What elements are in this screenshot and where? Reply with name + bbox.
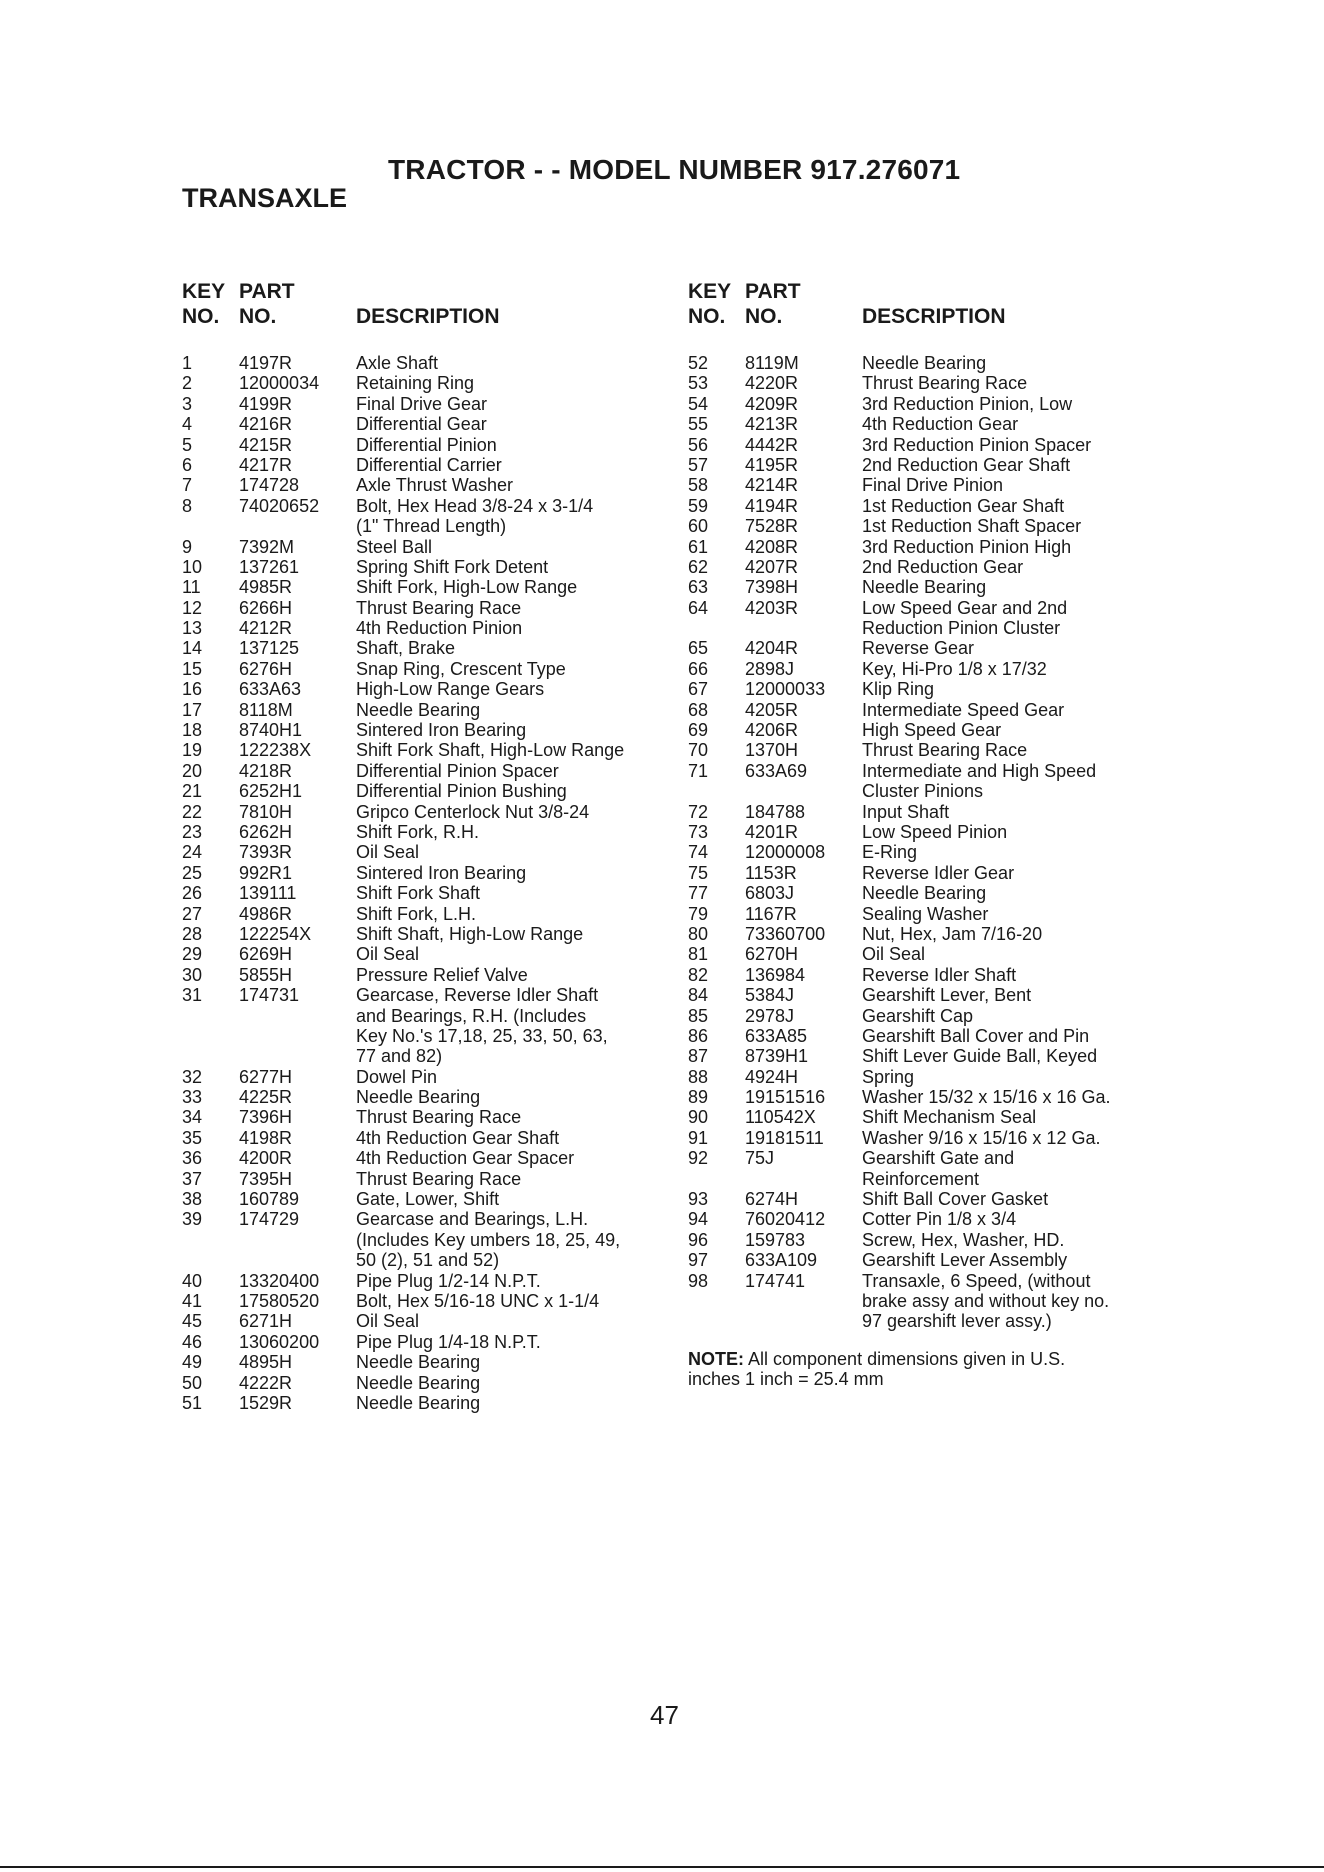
key-no: 18 (182, 720, 203, 741)
part-no: 6262H (239, 821, 293, 842)
part-description: Shift Fork Shaft, High-Low Range (356, 740, 625, 761)
part-description: Thrust Bearing Race (356, 1168, 522, 1189)
part-description: High Speed Gear (862, 720, 1002, 741)
part-description: Gearshift Ball Cover and Pin (862, 1025, 1090, 1046)
key-no: 3 (182, 393, 193, 414)
part-no: 12000034 (239, 373, 320, 394)
page-number: 47 (650, 1700, 679, 1730)
key-no: 80 (688, 923, 709, 944)
part-no: 992R1 (239, 862, 293, 883)
key-no: 63 (688, 577, 709, 598)
part-description: Thrust Bearing Race (862, 373, 1028, 394)
part-no: 7393R (239, 842, 293, 863)
key-no: 51 (182, 1392, 203, 1413)
key-no: 90 (688, 1107, 709, 1128)
key-no: 66 (688, 658, 709, 679)
part-no: 6252H1 (239, 781, 303, 802)
part-no: 4222R (239, 1372, 293, 1393)
part-description: Spring Shift Fork Detent (356, 556, 549, 577)
part-no: 4985R (239, 577, 293, 598)
key-no: 26 (182, 883, 203, 904)
part-description: Sintered Iron Bearing (356, 720, 527, 741)
part-no: 19151516 (745, 1087, 826, 1108)
key-header-line1: KEY (688, 280, 732, 303)
bottom-rule (0, 1866, 1324, 1868)
part-no: 160789 (239, 1189, 300, 1210)
part-no: 4199R (239, 393, 293, 414)
part-description: Oil Seal (356, 1311, 420, 1332)
part-description: Cluster Pinions (862, 781, 984, 802)
key-no: 62 (688, 556, 709, 577)
part-description: Key, Hi-Pro 1/8 x 17/32 (862, 658, 1047, 679)
part-no: 74020652 (239, 495, 320, 516)
part-description: and Bearings, R.H. (Includes (356, 1005, 587, 1026)
part-description: 2nd Reduction Gear (862, 556, 1024, 577)
key-no: 24 (182, 842, 203, 863)
key-no: 73 (688, 821, 709, 842)
part-no: 633A85 (745, 1025, 808, 1046)
page-title: TRACTOR - - MODEL NUMBER 917.276071 (388, 154, 961, 185)
key-no: 27 (182, 903, 203, 924)
part-no: 7396H (239, 1107, 293, 1128)
part-description: Reinforcement (862, 1168, 980, 1189)
part-no: 4206R (745, 720, 799, 741)
key-no: 16 (182, 679, 203, 700)
description-header: DESCRIPTION (356, 305, 500, 328)
part-description: Klip Ring (862, 679, 935, 700)
key-no: 74 (688, 842, 709, 863)
part-no: 4203R (745, 597, 799, 618)
part-description: Pipe Plug 1/4-18 N.P.T. (356, 1331, 541, 1352)
key-no: 38 (182, 1189, 203, 1210)
part-description: Differential Gear (356, 414, 487, 435)
key-no: 39 (182, 1209, 203, 1230)
key-no: 85 (688, 1005, 709, 1026)
key-header-line2: NO. (688, 305, 726, 328)
key-no: 34 (182, 1107, 203, 1128)
key-no: 2 (182, 373, 193, 394)
part-no: 174729 (239, 1209, 300, 1230)
part-description: Reduction Pinion Cluster (862, 618, 1061, 639)
part-no: 2978J (745, 1005, 795, 1026)
part-description: Needle Bearing (862, 353, 987, 373)
key-no: 91 (688, 1127, 709, 1148)
key-no: 20 (182, 760, 203, 781)
part-no: 4218R (239, 760, 293, 781)
key-no: 15 (182, 658, 203, 679)
part-no: 6271H (239, 1311, 293, 1332)
part-description: Gearcase and Bearings, L.H. (356, 1209, 589, 1230)
key-no: 22 (182, 801, 203, 822)
key-no: 21 (182, 781, 203, 802)
part-description: 4th Reduction Gear (862, 414, 1019, 435)
part-description: (Includes Key umbers 18, 25, 49, (356, 1229, 621, 1250)
part-description: 1st Reduction Gear Shaft (862, 495, 1065, 516)
part-no: 174728 (239, 475, 300, 496)
key-no: 8 (182, 495, 193, 516)
part-no: 4194R (745, 495, 799, 516)
key-no: 54 (688, 393, 709, 414)
key-no: 61 (688, 536, 709, 557)
part-description: Reverse Idler Gear (862, 862, 1015, 883)
description-header: DESCRIPTION (862, 305, 1006, 328)
key-no: 1 (182, 353, 193, 373)
part-no: 1529R (239, 1392, 293, 1413)
key-no: 67 (688, 679, 709, 700)
note-label: NOTE: (688, 1349, 744, 1369)
part-no: 633A63 (239, 679, 302, 700)
part-no: 4924H (745, 1066, 799, 1087)
part-no: 4220R (745, 373, 799, 394)
part-description: 2nd Reduction Gear Shaft (862, 454, 1071, 475)
key-no: 56 (688, 434, 709, 455)
key-no: 17 (182, 699, 203, 720)
part-description: Axle Thrust Washer (356, 475, 514, 496)
key-no: 37 (182, 1168, 203, 1189)
part-no: 4214R (745, 475, 799, 496)
part-header-line1: PART (239, 280, 295, 303)
part-no: 1370H (745, 740, 799, 761)
part-no: 75J (745, 1148, 775, 1169)
part-no: 7398H (745, 577, 799, 598)
part-description: Shift Fork, R.H. (356, 821, 480, 842)
part-no: 13060200 (239, 1331, 320, 1352)
part-no: 4200R (239, 1148, 293, 1169)
part-description: E-Ring (862, 842, 918, 863)
part-description: Washer 15/32 x 15/16 x 16 Ga. (862, 1087, 1111, 1108)
part-description: 3rd Reduction Pinion High (862, 536, 1072, 557)
part-description: Gate, Lower, Shift (356, 1189, 500, 1210)
key-no: 97 (688, 1250, 709, 1271)
part-description: Shift Lever Guide Ball, Keyed (862, 1046, 1098, 1067)
part-no: 159783 (745, 1229, 806, 1250)
key-no: 79 (688, 903, 709, 924)
key-no: 13 (182, 618, 203, 639)
part-no: 7395H (239, 1168, 293, 1189)
part-header-line2: NO. (239, 305, 277, 328)
note-line2: inches 1 inch = 25.4 mm (688, 1369, 884, 1390)
key-no: 59 (688, 495, 709, 516)
key-no: 14 (182, 638, 203, 659)
note (688, 1349, 1148, 1390)
key-no: 68 (688, 699, 709, 720)
part-no: 6270H (745, 944, 799, 965)
key-no: 65 (688, 638, 709, 659)
part-no: 76020412 (745, 1209, 826, 1230)
part-no: 12000008 (745, 842, 826, 863)
part-no: 17580520 (239, 1290, 320, 1311)
key-header-line2: NO. (182, 305, 220, 328)
key-no: 45 (182, 1311, 203, 1332)
part-no: 73360700 (745, 923, 826, 944)
part-description: Gearshift Cap (862, 1005, 974, 1026)
part-description: Gearshift Gate and (862, 1148, 1015, 1169)
part-no: 1153R (745, 862, 797, 883)
part-description: Thrust Bearing Race (356, 1107, 522, 1128)
part-no: 4207R (745, 556, 799, 577)
part-description: 3rd Reduction Pinion Spacer (862, 434, 1092, 455)
part-no: 4205R (745, 699, 799, 720)
part-header-line2: NO. (745, 305, 783, 328)
part-no: 4895H (239, 1352, 293, 1373)
key-no: 81 (688, 944, 709, 965)
part-description: Gearshift Lever Assembly (862, 1250, 1068, 1271)
part-no: 137125 (239, 638, 300, 659)
part-no: 184788 (745, 801, 806, 822)
key-no: 35 (182, 1127, 203, 1148)
key-header-line1: KEY (182, 280, 226, 303)
key-no: 19 (182, 740, 203, 761)
key-no: 10 (182, 556, 203, 577)
part-description: Screw, Hex, Washer, HD. (862, 1229, 1065, 1250)
part-description: 50 (2), 51 and 52) (356, 1250, 500, 1271)
key-no: 5 (182, 434, 193, 455)
part-description: Differential Carrier (356, 454, 502, 475)
part-no: 4195R (745, 454, 799, 475)
part-description: Steel Ball (356, 536, 433, 557)
part-description: Thrust Bearing Race (862, 740, 1028, 761)
part-description: Sintered Iron Bearing (356, 862, 527, 883)
part-no: 13320400 (239, 1270, 320, 1291)
part-description: Differential Pinion (356, 434, 497, 455)
part-no: 19181511 (745, 1127, 824, 1148)
part-description: Dowel Pin (356, 1066, 438, 1087)
key-no: 25 (182, 862, 203, 883)
key-no: 89 (688, 1087, 709, 1108)
part-description: Final Drive Gear (356, 393, 488, 414)
part-description: 4th Reduction Gear Spacer (356, 1148, 575, 1169)
key-no: 50 (182, 1372, 203, 1393)
part-no: 1167R (745, 903, 797, 924)
part-description: Nut, Hex, Jam 7/16-20 (862, 923, 1043, 944)
part-no: 4216R (239, 414, 293, 435)
key-no: 12 (182, 597, 203, 618)
part-description: (1" Thread Length) (356, 516, 507, 537)
part-description: Shaft, Brake (356, 638, 456, 659)
part-no: 12000033 (745, 679, 826, 700)
part-no: 122238X (239, 740, 312, 761)
part-no: 6269H (239, 944, 293, 965)
part-description: Key No.'s 17,18, 25, 33, 50, 63, (356, 1025, 608, 1046)
key-no: 64 (688, 597, 709, 618)
part-no: 8739H1 (745, 1046, 809, 1067)
part-no: 6277H (239, 1066, 293, 1087)
key-no: 71 (688, 760, 709, 781)
part-no: 4204R (745, 638, 799, 659)
part-no: 4208R (745, 536, 799, 557)
part-description: Snap Ring, Crescent Type (356, 658, 566, 679)
part-no: 122254X (239, 923, 312, 944)
part-description: Needle Bearing (356, 1352, 481, 1373)
part-no: 5855H (239, 964, 293, 985)
part-description: 1st Reduction Shaft Spacer (862, 516, 1082, 537)
note-line1: All component dimensions given in U.S. (744, 1349, 1066, 1369)
part-description: 4th Reduction Gear Shaft (356, 1127, 560, 1148)
part-no: 2898J (745, 658, 795, 679)
part-description: Low Speed Pinion (862, 821, 1008, 842)
part-description: Differential Pinion Spacer (356, 760, 559, 781)
part-no: 136984 (745, 964, 806, 985)
key-no: 94 (688, 1209, 709, 1230)
part-no: 4201R (745, 821, 799, 842)
key-no: 88 (688, 1066, 709, 1087)
part-description: Bolt, Hex Head 3/8-24 x 3-1/4 (356, 495, 594, 516)
key-no: 93 (688, 1189, 709, 1210)
key-no: 98 (688, 1270, 709, 1291)
part-no: 4217R (239, 454, 293, 475)
part-description: Differential Pinion Bushing (356, 781, 567, 802)
part-description: Final Drive Pinion (862, 475, 1004, 496)
key-no: 28 (182, 923, 203, 944)
key-no: 33 (182, 1087, 203, 1108)
part-no: 6276H (239, 658, 293, 679)
part-description: 77 and 82) (356, 1046, 443, 1067)
part-description: Retaining Ring (356, 373, 475, 394)
part-no: 5384J (745, 985, 795, 1006)
part-description: Axle Shaft (356, 353, 439, 373)
key-no: 29 (182, 944, 203, 965)
part-header-line1: PART (745, 280, 801, 303)
part-description: Oil Seal (356, 842, 420, 863)
part-no: 8740H1 (239, 720, 303, 741)
key-no: 87 (688, 1046, 709, 1067)
key-no: 11 (182, 577, 201, 598)
key-no: 23 (182, 821, 203, 842)
part-no: 137261 (239, 556, 300, 577)
key-no: 4 (182, 414, 193, 435)
part-no: 6266H (239, 597, 293, 618)
key-no: 75 (688, 862, 709, 883)
part-description: Needle Bearing (356, 1372, 481, 1393)
part-no: 633A109 (745, 1250, 818, 1271)
key-no: 36 (182, 1148, 203, 1169)
part-description: Washer 9/16 x 15/16 x 12 Ga. (862, 1127, 1101, 1148)
part-no: 8118M (239, 699, 293, 720)
key-no: 92 (688, 1148, 709, 1169)
part-description: Input Shaft (862, 801, 950, 822)
part-description: High-Low Range Gears (356, 679, 545, 700)
part-no: 139111 (239, 883, 297, 904)
part-description: Bolt, Hex 5/16-18 UNC x 1-1/4 (356, 1290, 600, 1311)
part-description: Oil Seal (356, 944, 420, 965)
key-no: 69 (688, 720, 709, 741)
part-description: Needle Bearing (862, 577, 987, 598)
key-no: 58 (688, 475, 709, 496)
part-description: Transaxle, 6 Speed, (without (862, 1270, 1091, 1291)
part-description: Gearshift Lever, Bent (862, 985, 1032, 1006)
part-description: Low Speed Gear and 2nd (862, 597, 1068, 618)
key-no: 86 (688, 1025, 709, 1046)
key-no: 96 (688, 1229, 709, 1250)
key-no: 70 (688, 740, 709, 761)
part-no: 4213R (745, 414, 799, 435)
key-no: 7 (182, 475, 193, 496)
part-no: 6274H (745, 1189, 799, 1210)
part-description: Intermediate Speed Gear (862, 699, 1065, 720)
key-no: 9 (182, 536, 193, 557)
part-description: Thrust Bearing Race (356, 597, 522, 618)
part-description: Gripco Centerlock Nut 3/8-24 (356, 801, 590, 822)
part-description: Shift Fork, High-Low Range (356, 577, 578, 598)
part-no: 7392M (239, 536, 295, 557)
part-no: 633A69 (745, 760, 808, 781)
key-no: 82 (688, 964, 709, 985)
key-no: 40 (182, 1270, 203, 1291)
part-description: Cotter Pin 1/8 x 3/4 (862, 1209, 1017, 1230)
part-description: Shift Fork, L.H. (356, 903, 477, 924)
part-no: 4225R (239, 1087, 293, 1108)
part-description: brake assy and without key no. (862, 1290, 1110, 1311)
key-no: 84 (688, 985, 709, 1006)
part-description: Needle Bearing (356, 1087, 481, 1108)
key-no: 77 (688, 883, 709, 904)
part-description: Shift Shaft, High-Low Range (356, 923, 584, 944)
key-no: 55 (688, 414, 709, 435)
part-no: 8119M (745, 353, 799, 373)
part-description: Pipe Plug 1/2-14 N.P.T. (356, 1270, 541, 1291)
part-description: Intermediate and High Speed (862, 760, 1097, 781)
part-description: Oil Seal (862, 944, 926, 965)
part-description: Needle Bearing (356, 1392, 481, 1413)
part-no: 174741 (745, 1270, 806, 1291)
section-title: TRANSAXLE (182, 183, 348, 213)
key-no: 30 (182, 964, 203, 985)
key-no: 53 (688, 373, 709, 394)
part-description: Needle Bearing (862, 883, 987, 904)
part-no: 174731 (239, 985, 300, 1006)
part-no: 4212R (239, 618, 293, 639)
key-no: 57 (688, 454, 709, 475)
part-description: 97 gearshift lever assy.) (862, 1311, 1052, 1332)
part-description: Gearcase, Reverse Idler Shaft (356, 985, 599, 1006)
part-description: Shift Fork Shaft (356, 883, 481, 904)
key-no: 72 (688, 801, 709, 822)
part-no: 4215R (239, 434, 293, 455)
key-no: 49 (182, 1352, 203, 1373)
part-no: 4209R (745, 393, 799, 414)
key-no: 6 (182, 454, 193, 475)
part-no: 4197R (239, 353, 293, 373)
part-description: Sealing Washer (862, 903, 989, 924)
part-no: 4198R (239, 1127, 293, 1148)
key-no: 31 (182, 985, 203, 1006)
part-description: 3rd Reduction Pinion, Low (862, 393, 1073, 414)
part-description: Spring (862, 1066, 915, 1087)
part-no: 110542X (745, 1107, 816, 1128)
part-no: 7810H (239, 801, 293, 822)
part-description: Pressure Relief Valve (356, 964, 528, 985)
part-no: 4986R (239, 903, 293, 924)
key-no: 32 (182, 1066, 203, 1087)
part-description: Shift Ball Cover Gasket (862, 1189, 1049, 1210)
key-no: 60 (688, 516, 709, 537)
part-description: Needle Bearing (356, 699, 481, 720)
part-description: Reverse Idler Shaft (862, 964, 1017, 985)
part-description: 4th Reduction Pinion (356, 618, 523, 639)
part-no: 6803J (745, 883, 795, 904)
key-no: 41 (182, 1290, 203, 1311)
part-no: 4442R (745, 434, 799, 455)
part-no: 7528R (745, 516, 799, 537)
key-no: 52 (688, 353, 709, 373)
part-description: Shift Mechanism Seal (862, 1107, 1037, 1128)
key-no: 46 (182, 1331, 203, 1352)
part-description: Reverse Gear (862, 638, 975, 659)
